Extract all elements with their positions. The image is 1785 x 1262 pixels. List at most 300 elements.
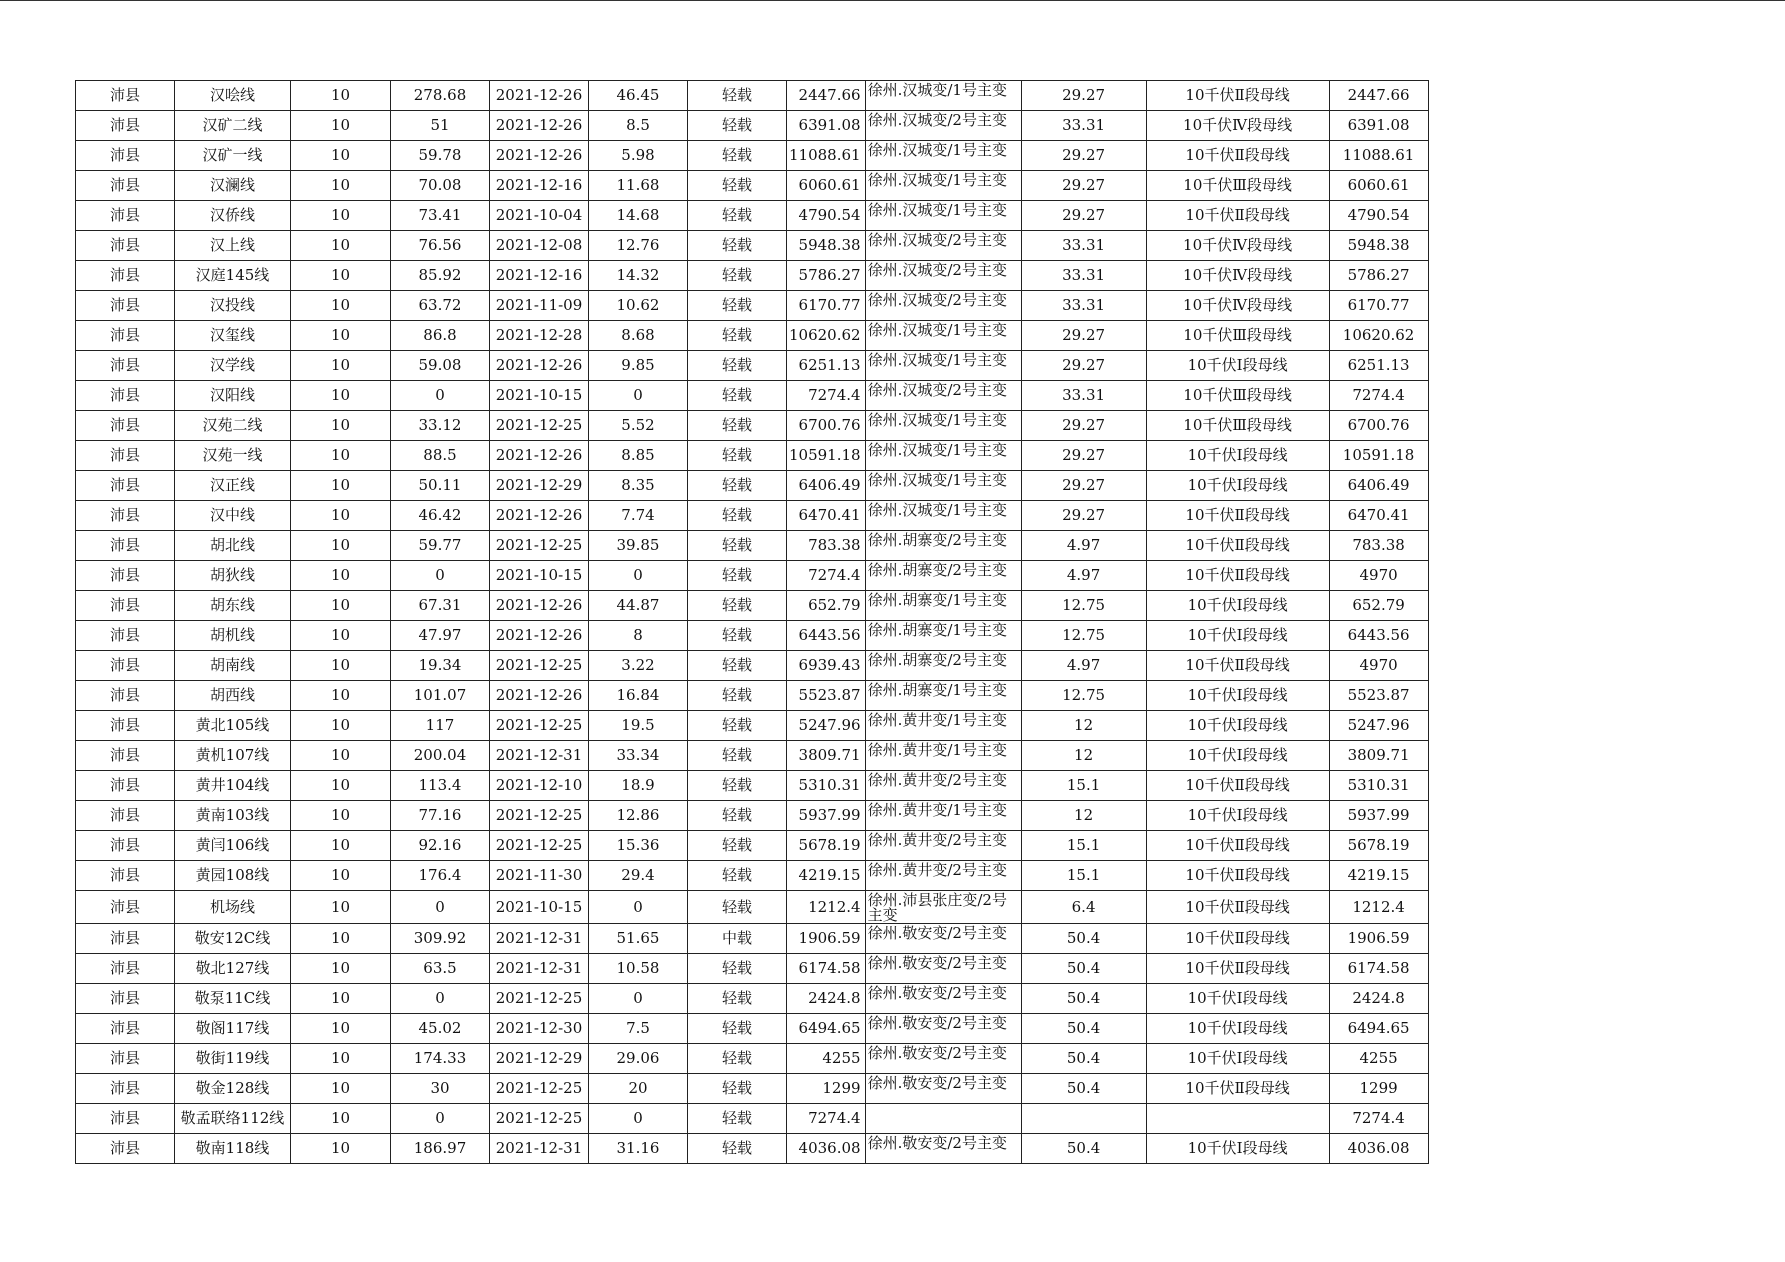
- table-row: [76, 1134, 1429, 1164]
- cell-line: 胡北线: [175, 531, 291, 561]
- table-row: [76, 141, 1429, 171]
- cell-date: 2021-12-25: [490, 531, 589, 561]
- cell-v4: 15.1: [1021, 831, 1146, 861]
- cell-v5: 5678.19: [1329, 831, 1428, 861]
- cell-line: 胡西线: [175, 681, 291, 711]
- cell-voltage: 10: [291, 1134, 391, 1164]
- cell-v3: 783.38: [787, 531, 866, 561]
- cell-bus: 10千伏Ⅲ段母线: [1146, 381, 1329, 411]
- cell-bus: 10千伏Ⅱ段母线: [1146, 651, 1329, 681]
- cell-v3: 2447.66: [787, 81, 866, 111]
- cell-v2: 3.22: [589, 651, 688, 681]
- cell-load: 轻载: [688, 891, 787, 924]
- cell-load: 轻载: [688, 261, 787, 291]
- cell-voltage: 10: [291, 381, 391, 411]
- cell-v3: 1299: [787, 1074, 866, 1104]
- cell-v4: 29.27: [1021, 501, 1146, 531]
- cell-v3: 4255: [787, 1044, 866, 1074]
- cell-bus: 10千伏Ⅳ段母线: [1146, 261, 1329, 291]
- cell-v2: 19.5: [589, 711, 688, 741]
- cell-load: 轻载: [688, 411, 787, 441]
- cell-bus: 10千伏Ⅱ段母线: [1146, 861, 1329, 891]
- cell-v3: 6391.08: [787, 111, 866, 141]
- table-body: [76, 81, 1429, 1164]
- cell-v5: 11088.61: [1329, 141, 1428, 171]
- cell-county: 沛县: [76, 831, 175, 861]
- cell-voltage: 10: [291, 441, 391, 471]
- cell-line: 黄园108线: [175, 861, 291, 891]
- cell-v5: 1906.59: [1329, 924, 1428, 954]
- cell-substation: 徐州.胡寨变/2号主变: [865, 561, 1021, 591]
- cell-bus: 10千伏Ⅰ段母线: [1146, 1134, 1329, 1164]
- cell-v5: 10591.18: [1329, 441, 1428, 471]
- cell-bus: 10千伏Ⅱ段母线: [1146, 531, 1329, 561]
- cell-county: 沛县: [76, 1044, 175, 1074]
- cell-load: 轻载: [688, 531, 787, 561]
- cell-v1: 176.4: [391, 861, 490, 891]
- cell-load: 轻载: [688, 1014, 787, 1044]
- cell-county: 沛县: [76, 501, 175, 531]
- cell-v2: 10.62: [589, 291, 688, 321]
- cell-v1: 117: [391, 711, 490, 741]
- cell-v1: 76.56: [391, 231, 490, 261]
- cell-substation: 徐州.黄井变/1号主变: [865, 741, 1021, 771]
- cell-voltage: 10: [291, 924, 391, 954]
- cell-bus: 10千伏Ⅰ段母线: [1146, 801, 1329, 831]
- cell-line: 汉侨线: [175, 201, 291, 231]
- cell-substation: 徐州.敬安变/2号主变: [865, 1074, 1021, 1104]
- cell-v3: 1212.4: [787, 891, 866, 924]
- table-row: [76, 984, 1429, 1014]
- cell-v4: 33.31: [1021, 261, 1146, 291]
- cell-date: 2021-12-26: [490, 681, 589, 711]
- cell-v1: 46.42: [391, 501, 490, 531]
- cell-v4: [1021, 1104, 1146, 1134]
- cell-load: 轻载: [688, 621, 787, 651]
- cell-county: 沛县: [76, 381, 175, 411]
- cell-v3: 6060.61: [787, 171, 866, 201]
- cell-voltage: 10: [291, 351, 391, 381]
- table-row: [76, 1014, 1429, 1044]
- cell-line: 黄闫106线: [175, 831, 291, 861]
- cell-date: 2021-12-08: [490, 231, 589, 261]
- cell-line: 黄机107线: [175, 741, 291, 771]
- cell-voltage: 10: [291, 771, 391, 801]
- cell-line: 汉学线: [175, 351, 291, 381]
- cell-line: 敬南118线: [175, 1134, 291, 1164]
- cell-v2: 8.85: [589, 441, 688, 471]
- cell-load: 轻载: [688, 591, 787, 621]
- cell-county: 沛县: [76, 801, 175, 831]
- feeder-load-table: [75, 80, 1429, 1164]
- cell-v3: 6470.41: [787, 501, 866, 531]
- cell-v5: 4970: [1329, 651, 1428, 681]
- cell-line: 胡南线: [175, 651, 291, 681]
- cell-v2: 7.5: [589, 1014, 688, 1044]
- cell-date: 2021-12-25: [490, 1074, 589, 1104]
- cell-v4: 29.27: [1021, 471, 1146, 501]
- cell-bus: 10千伏Ⅰ段母线: [1146, 441, 1329, 471]
- cell-substation: 徐州.敬安变/2号主变: [865, 984, 1021, 1014]
- cell-county: 沛县: [76, 321, 175, 351]
- cell-line: 汉哙线: [175, 81, 291, 111]
- cell-bus: 10千伏Ⅱ段母线: [1146, 954, 1329, 984]
- cell-v4: 50.4: [1021, 1134, 1146, 1164]
- cell-bus: 10千伏Ⅱ段母线: [1146, 831, 1329, 861]
- cell-date: 2021-12-26: [490, 591, 589, 621]
- cell-v3: 7274.4: [787, 381, 866, 411]
- cell-v5: 4036.08: [1329, 1134, 1428, 1164]
- cell-v5: 10620.62: [1329, 321, 1428, 351]
- cell-substation: 徐州.汉城变/1号主变: [865, 141, 1021, 171]
- cell-v3: 3809.71: [787, 741, 866, 771]
- cell-v5: 6391.08: [1329, 111, 1428, 141]
- cell-substation: [865, 1104, 1021, 1134]
- cell-v2: 0: [589, 561, 688, 591]
- cell-v3: 6170.77: [787, 291, 866, 321]
- cell-v2: 44.87: [589, 591, 688, 621]
- cell-date: 2021-12-25: [490, 801, 589, 831]
- cell-date: 2021-12-29: [490, 1044, 589, 1074]
- cell-v5: 783.38: [1329, 531, 1428, 561]
- table-row: [76, 801, 1429, 831]
- cell-date: 2021-12-26: [490, 441, 589, 471]
- cell-v5: 4790.54: [1329, 201, 1428, 231]
- cell-v5: 3809.71: [1329, 741, 1428, 771]
- cell-v3: 5948.38: [787, 231, 866, 261]
- cell-voltage: 10: [291, 1074, 391, 1104]
- table-row: [76, 201, 1429, 231]
- cell-load: 轻载: [688, 984, 787, 1014]
- cell-date: 2021-12-26: [490, 351, 589, 381]
- cell-date: 2021-12-26: [490, 81, 589, 111]
- table-row: [76, 171, 1429, 201]
- cell-v1: 63.5: [391, 954, 490, 984]
- cell-voltage: 10: [291, 891, 391, 924]
- cell-v4: 12.75: [1021, 681, 1146, 711]
- table-row: [76, 351, 1429, 381]
- cell-bus: 10千伏Ⅲ段母线: [1146, 411, 1329, 441]
- cell-load: 轻载: [688, 831, 787, 861]
- cell-date: 2021-12-16: [490, 261, 589, 291]
- cell-v2: 8: [589, 621, 688, 651]
- cell-voltage: 10: [291, 201, 391, 231]
- cell-v1: 73.41: [391, 201, 490, 231]
- cell-v5: 5948.38: [1329, 231, 1428, 261]
- cell-line: 胡狄线: [175, 561, 291, 591]
- cell-bus: 10千伏Ⅰ段母线: [1146, 351, 1329, 381]
- cell-v2: 33.34: [589, 741, 688, 771]
- cell-voltage: 10: [291, 651, 391, 681]
- cell-voltage: 10: [291, 141, 391, 171]
- cell-v2: 8.35: [589, 471, 688, 501]
- cell-bus: 10千伏Ⅳ段母线: [1146, 231, 1329, 261]
- cell-voltage: 10: [291, 471, 391, 501]
- cell-v2: 29.06: [589, 1044, 688, 1074]
- table-row: [76, 651, 1429, 681]
- cell-load: 轻载: [688, 1074, 787, 1104]
- cell-v2: 16.84: [589, 681, 688, 711]
- cell-voltage: 10: [291, 591, 391, 621]
- cell-load: 轻载: [688, 381, 787, 411]
- cell-voltage: 10: [291, 711, 391, 741]
- cell-v5: 4255: [1329, 1044, 1428, 1074]
- table-row: [76, 711, 1429, 741]
- cell-v3: 5937.99: [787, 801, 866, 831]
- table-row: [76, 231, 1429, 261]
- cell-v3: 1906.59: [787, 924, 866, 954]
- cell-county: 沛县: [76, 651, 175, 681]
- cell-date: 2021-12-29: [490, 471, 589, 501]
- table-row: [76, 471, 1429, 501]
- table-row: [76, 561, 1429, 591]
- cell-county: 沛县: [76, 141, 175, 171]
- cell-bus: 10千伏Ⅱ段母线: [1146, 561, 1329, 591]
- cell-v1: 77.16: [391, 801, 490, 831]
- cell-v3: 10591.18: [787, 441, 866, 471]
- cell-v1: 88.5: [391, 441, 490, 471]
- cell-v2: 39.85: [589, 531, 688, 561]
- cell-v3: 6494.65: [787, 1014, 866, 1044]
- cell-substation: 徐州.胡寨变/1号主变: [865, 591, 1021, 621]
- cell-v5: 1299: [1329, 1074, 1428, 1104]
- cell-date: 2021-10-15: [490, 891, 589, 924]
- cell-v3: 6443.56: [787, 621, 866, 651]
- cell-county: 沛县: [76, 411, 175, 441]
- cell-bus: 10千伏Ⅰ段母线: [1146, 984, 1329, 1014]
- cell-county: 沛县: [76, 471, 175, 501]
- cell-v2: 0: [589, 984, 688, 1014]
- cell-bus: 10千伏Ⅱ段母线: [1146, 141, 1329, 171]
- cell-date: 2021-12-25: [490, 411, 589, 441]
- cell-substation: 徐州.汉城变/2号主变: [865, 261, 1021, 291]
- cell-v2: 18.9: [589, 771, 688, 801]
- cell-v5: 5523.87: [1329, 681, 1428, 711]
- cell-county: 沛县: [76, 591, 175, 621]
- cell-substation: 徐州.胡寨变/2号主变: [865, 531, 1021, 561]
- table-row: [76, 81, 1429, 111]
- cell-line: 汉上线: [175, 231, 291, 261]
- cell-date: 2021-12-25: [490, 984, 589, 1014]
- table-row: [76, 831, 1429, 861]
- cell-load: 轻载: [688, 711, 787, 741]
- cell-v5: 6170.77: [1329, 291, 1428, 321]
- cell-substation: 徐州.汉城变/1号主变: [865, 81, 1021, 111]
- table-row: [76, 924, 1429, 954]
- cell-v1: 0: [391, 891, 490, 924]
- cell-v4: 50.4: [1021, 1074, 1146, 1104]
- cell-v5: 7274.4: [1329, 381, 1428, 411]
- cell-v5: 6494.65: [1329, 1014, 1428, 1044]
- cell-date: 2021-12-28: [490, 321, 589, 351]
- cell-county: 沛县: [76, 1074, 175, 1104]
- cell-v5: 5247.96: [1329, 711, 1428, 741]
- cell-v3: 4219.15: [787, 861, 866, 891]
- cell-load: 轻载: [688, 171, 787, 201]
- cell-county: 沛县: [76, 201, 175, 231]
- cell-county: 沛县: [76, 171, 175, 201]
- cell-county: 沛县: [76, 441, 175, 471]
- cell-v2: 8.5: [589, 111, 688, 141]
- cell-v4: 33.31: [1021, 111, 1146, 141]
- cell-v3: 11088.61: [787, 141, 866, 171]
- cell-substation: 徐州.敬安变/2号主变: [865, 1134, 1021, 1164]
- cell-county: 沛县: [76, 891, 175, 924]
- cell-date: 2021-12-25: [490, 711, 589, 741]
- cell-date: 2021-12-31: [490, 924, 589, 954]
- cell-v3: 652.79: [787, 591, 866, 621]
- cell-date: 2021-12-31: [490, 741, 589, 771]
- cell-date: 2021-12-26: [490, 141, 589, 171]
- cell-v4: 12.75: [1021, 621, 1146, 651]
- cell-substation: 徐州.汉城变/1号主变: [865, 501, 1021, 531]
- table-row: [76, 681, 1429, 711]
- cell-load: 轻载: [688, 801, 787, 831]
- cell-substation: 徐州.汉城变/1号主变: [865, 351, 1021, 381]
- table-row: [76, 381, 1429, 411]
- cell-v2: 20: [589, 1074, 688, 1104]
- cell-v1: 59.78: [391, 141, 490, 171]
- cell-line: 胡机线: [175, 621, 291, 651]
- cell-v3: 6939.43: [787, 651, 866, 681]
- cell-v4: 29.27: [1021, 171, 1146, 201]
- cell-v1: 174.33: [391, 1044, 490, 1074]
- cell-v1: 278.68: [391, 81, 490, 111]
- cell-substation: 徐州.黄井变/1号主变: [865, 801, 1021, 831]
- cell-line: 汉投线: [175, 291, 291, 321]
- cell-v1: 0: [391, 1104, 490, 1134]
- cell-v2: 12.76: [589, 231, 688, 261]
- cell-date: 2021-12-30: [490, 1014, 589, 1044]
- cell-line: 敬孟联络112线: [175, 1104, 291, 1134]
- cell-county: 沛县: [76, 984, 175, 1014]
- cell-substation: 徐州.胡寨变/2号主变: [865, 651, 1021, 681]
- cell-line: 敬北127线: [175, 954, 291, 984]
- cell-voltage: 10: [291, 171, 391, 201]
- cell-v3: 5523.87: [787, 681, 866, 711]
- cell-substation: 徐州.黄井变/2号主变: [865, 771, 1021, 801]
- cell-substation: 徐州.汉城变/1号主变: [865, 321, 1021, 351]
- cell-v1: 113.4: [391, 771, 490, 801]
- cell-county: 沛县: [76, 861, 175, 891]
- cell-voltage: 10: [291, 741, 391, 771]
- cell-v1: 30: [391, 1074, 490, 1104]
- cell-substation: 徐州.敬安变/2号主变: [865, 954, 1021, 984]
- cell-load: 轻载: [688, 321, 787, 351]
- cell-county: 沛县: [76, 531, 175, 561]
- cell-v1: 67.31: [391, 591, 490, 621]
- cell-v3: 5786.27: [787, 261, 866, 291]
- cell-v4: 33.31: [1021, 291, 1146, 321]
- cell-v1: 92.16: [391, 831, 490, 861]
- cell-load: 轻载: [688, 501, 787, 531]
- cell-v3: 4036.08: [787, 1134, 866, 1164]
- cell-v4: 50.4: [1021, 984, 1146, 1014]
- cell-substation: 徐州.汉城变/2号主变: [865, 381, 1021, 411]
- cell-substation: 徐州.汉城变/1号主变: [865, 471, 1021, 501]
- table-row: [76, 411, 1429, 441]
- cell-date: 2021-12-26: [490, 111, 589, 141]
- cell-voltage: 10: [291, 501, 391, 531]
- cell-substation: 徐州.沛县张庄变/2号主变: [865, 891, 1021, 924]
- cell-bus: 10千伏Ⅱ段母线: [1146, 924, 1329, 954]
- cell-substation: 徐州.胡寨变/1号主变: [865, 621, 1021, 651]
- cell-date: 2021-12-25: [490, 831, 589, 861]
- cell-voltage: 10: [291, 1104, 391, 1134]
- table-row: [76, 771, 1429, 801]
- cell-v1: 19.34: [391, 651, 490, 681]
- cell-v4: 12: [1021, 741, 1146, 771]
- cell-v2: 31.16: [589, 1134, 688, 1164]
- cell-load: 轻载: [688, 954, 787, 984]
- cell-v2: 51.65: [589, 924, 688, 954]
- table-row: [76, 861, 1429, 891]
- cell-voltage: 10: [291, 81, 391, 111]
- cell-load: 轻载: [688, 291, 787, 321]
- cell-bus: 10千伏Ⅱ段母线: [1146, 501, 1329, 531]
- cell-v1: 0: [391, 561, 490, 591]
- cell-line: 汉矿一线: [175, 141, 291, 171]
- cell-voltage: 10: [291, 261, 391, 291]
- cell-v2: 9.85: [589, 351, 688, 381]
- cell-v3: 5247.96: [787, 711, 866, 741]
- cell-voltage: 10: [291, 1044, 391, 1074]
- cell-v2: 0: [589, 1104, 688, 1134]
- cell-county: 沛县: [76, 261, 175, 291]
- cell-substation: 徐州.敬安变/2号主变: [865, 1014, 1021, 1044]
- cell-v2: 15.36: [589, 831, 688, 861]
- cell-voltage: 10: [291, 984, 391, 1014]
- table-row: [76, 111, 1429, 141]
- cell-voltage: 10: [291, 954, 391, 984]
- cell-v4: 29.27: [1021, 411, 1146, 441]
- cell-v5: 6251.13: [1329, 351, 1428, 381]
- cell-v4: 12.75: [1021, 591, 1146, 621]
- cell-load: 轻载: [688, 231, 787, 261]
- cell-bus: 10千伏Ⅰ段母线: [1146, 621, 1329, 651]
- cell-v3: 7274.4: [787, 1104, 866, 1134]
- cell-v1: 47.97: [391, 621, 490, 651]
- cell-v1: 50.11: [391, 471, 490, 501]
- cell-v4: 29.27: [1021, 141, 1146, 171]
- cell-bus: 10千伏Ⅲ段母线: [1146, 171, 1329, 201]
- cell-county: 沛县: [76, 741, 175, 771]
- cell-v5: 2424.8: [1329, 984, 1428, 1014]
- cell-load: 轻载: [688, 1044, 787, 1074]
- cell-v4: 15.1: [1021, 771, 1146, 801]
- cell-v5: 1212.4: [1329, 891, 1428, 924]
- cell-v3: 6700.76: [787, 411, 866, 441]
- cell-date: 2021-12-31: [490, 954, 589, 984]
- cell-county: 沛县: [76, 924, 175, 954]
- cell-county: 沛县: [76, 561, 175, 591]
- table-row: [76, 741, 1429, 771]
- cell-date: 2021-10-15: [490, 381, 589, 411]
- cell-v4: 50.4: [1021, 924, 1146, 954]
- cell-line: 黄北105线: [175, 711, 291, 741]
- cell-v4: 29.27: [1021, 351, 1146, 381]
- cell-date: 2021-11-30: [490, 861, 589, 891]
- cell-load: 中载: [688, 924, 787, 954]
- cell-load: 轻载: [688, 1104, 787, 1134]
- cell-county: 沛县: [76, 1104, 175, 1134]
- cell-substation: 徐州.汉城变/1号主变: [865, 411, 1021, 441]
- cell-v2: 0: [589, 381, 688, 411]
- cell-load: 轻载: [688, 771, 787, 801]
- cell-v4: 50.4: [1021, 1044, 1146, 1074]
- cell-bus: 10千伏Ⅰ段母线: [1146, 741, 1329, 771]
- cell-substation: 徐州.汉城变/2号主变: [865, 111, 1021, 141]
